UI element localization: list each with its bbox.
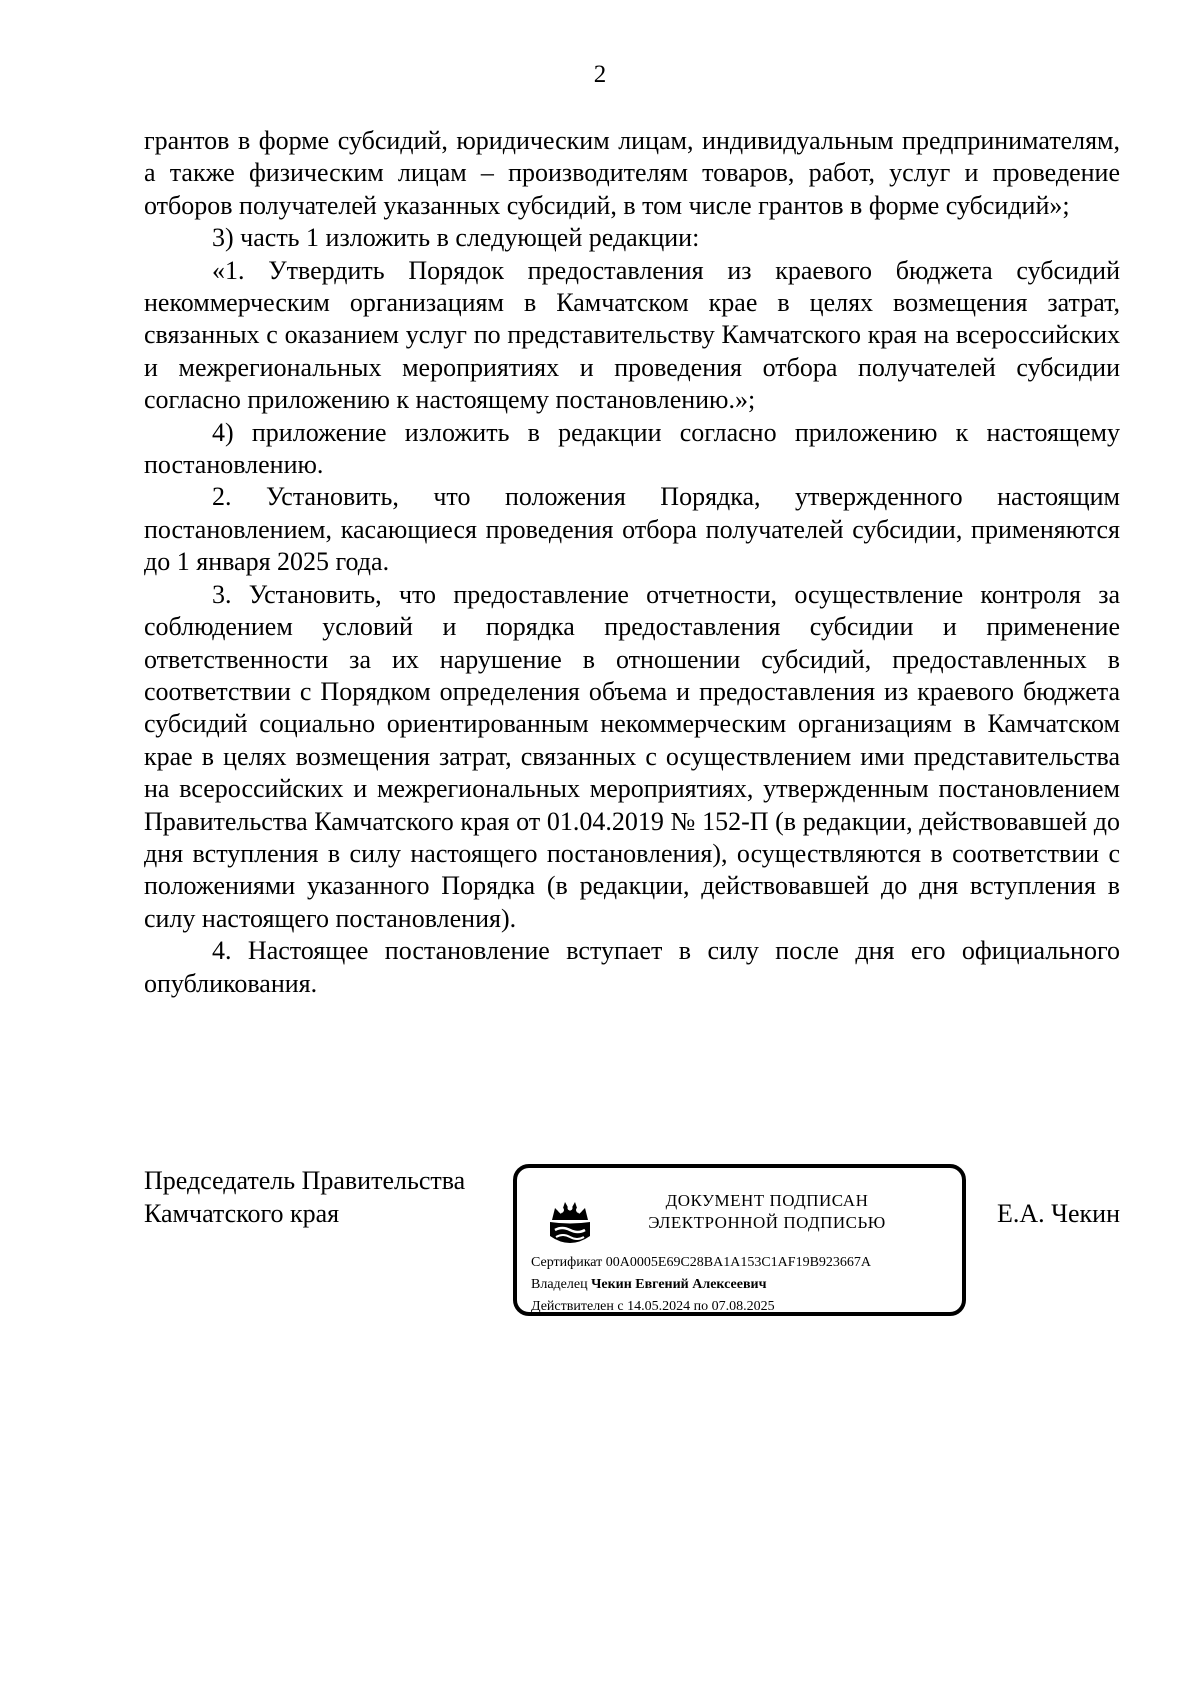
esign-valid-label: Действителен — [531, 1299, 614, 1314]
esign-valid-from: 14.05.2024 — [627, 1299, 691, 1314]
paragraph-clause-2: 2. Установить, что положения Порядка, утвержденного настоящим постановлением, касающиеся проведения отбора получателей субсидии, применяются до 1 января 2025 года. — [144, 482, 1120, 577]
signer-position-line-2: Камчатского края — [144, 1199, 340, 1228]
paragraph-clause-3: 3. Установить, что предоставление отчетности, осуществление контроля за соблюдением условий и порядка предоставления субсидии и применение ответственности за их нарушение в отношении субсидий, предоставленных в соответствии с Порядком определения объема и предоставления из краевого бюджета субсидий социально ориентированным некоммерческим организациям в Камчатском крае в целях возмещения затрат, связанных с осуществлением ими представительства на всероссийских и межрегиональных мероприятиях, утвержденным постановлением Правительства Камчатского края от 01.04.2019 № 152-П (в редакции, действовавшей до дня вступления в силу настоящего постановления), осуществляются в соответствии с положениями указанного Порядка (в редакции, действовавшей до дня вступления в силу настоящего постановления). — [144, 579, 1120, 933]
signer-position-line-1: Председатель Правительства — [144, 1166, 466, 1195]
esign-valid-from-label: с — [617, 1299, 624, 1314]
electronic-signature-stamp — [513, 1164, 966, 1316]
esign-certificate-label: Сертификат — [531, 1255, 603, 1270]
esign-valid-to-label: по — [693, 1299, 709, 1314]
signer-name: Е.А. Чекин — [996, 1199, 1120, 1228]
esign-certificate-row — [531, 1252, 961, 1274]
kamchatka-coat-of-arms-icon — [547, 1194, 593, 1246]
paragraph-continuation: грантов в форме субсидий, юридическим лицам, индивидуальным предпринимателям, а также физическим лицам – производителям товаров, работ, услуг и проведение отборов получателей указанных субсидий, в том числе грантов в форме субсидий»; — [144, 126, 1120, 220]
esign-validity-row — [531, 1296, 961, 1318]
paragraph-clause-4: 4. Настоящее постановление вступает в силу после дня его официального опубликования. — [144, 936, 1120, 998]
esign-heading-line-2: ЭЛЕКТРОННОЙ ПОДПИСЬЮ — [648, 1213, 886, 1232]
esign-owner-label: Владелец — [531, 1277, 588, 1292]
paragraph-item-4: 4) приложение изложить в редакции согласно приложению к настоящему постановлению. — [144, 417, 1120, 480]
esign-details — [531, 1252, 961, 1318]
paragraph-item-3: 3) часть 1 изложить в следующей редакции: — [212, 223, 700, 253]
paragraph-quoted-part-1: «1. Утвердить Порядок предоставления из краевого бюджета субсидий некоммерческим организациям в Камчатском крае в целях возмещения затрат, связанных с оказанием услуг по представительству Камчатского края на всероссийских и межрегиональных мероприятиях и проведения отбора получателей субсидии согласно приложению к настоящему постановлению.»; — [144, 255, 1120, 415]
esign-certificate-value: 00A0005E69C28BA1A153C1AF19B923667A — [605, 1255, 872, 1270]
esign-owner-row — [531, 1274, 961, 1296]
document-body — [144, 125, 1120, 1000]
esign-valid-to: 07.08.2025 — [711, 1299, 775, 1314]
esign-heading — [617, 1190, 917, 1234]
signature-block — [144, 1164, 1120, 1334]
esign-owner-value: Чекин Евгений Алексеевич — [591, 1277, 767, 1292]
page-number: 2 — [593, 61, 607, 88]
esign-heading-line-1: ДОКУМЕНТ ПОДПИСАН — [665, 1191, 869, 1210]
signer-position — [144, 1164, 504, 1230]
